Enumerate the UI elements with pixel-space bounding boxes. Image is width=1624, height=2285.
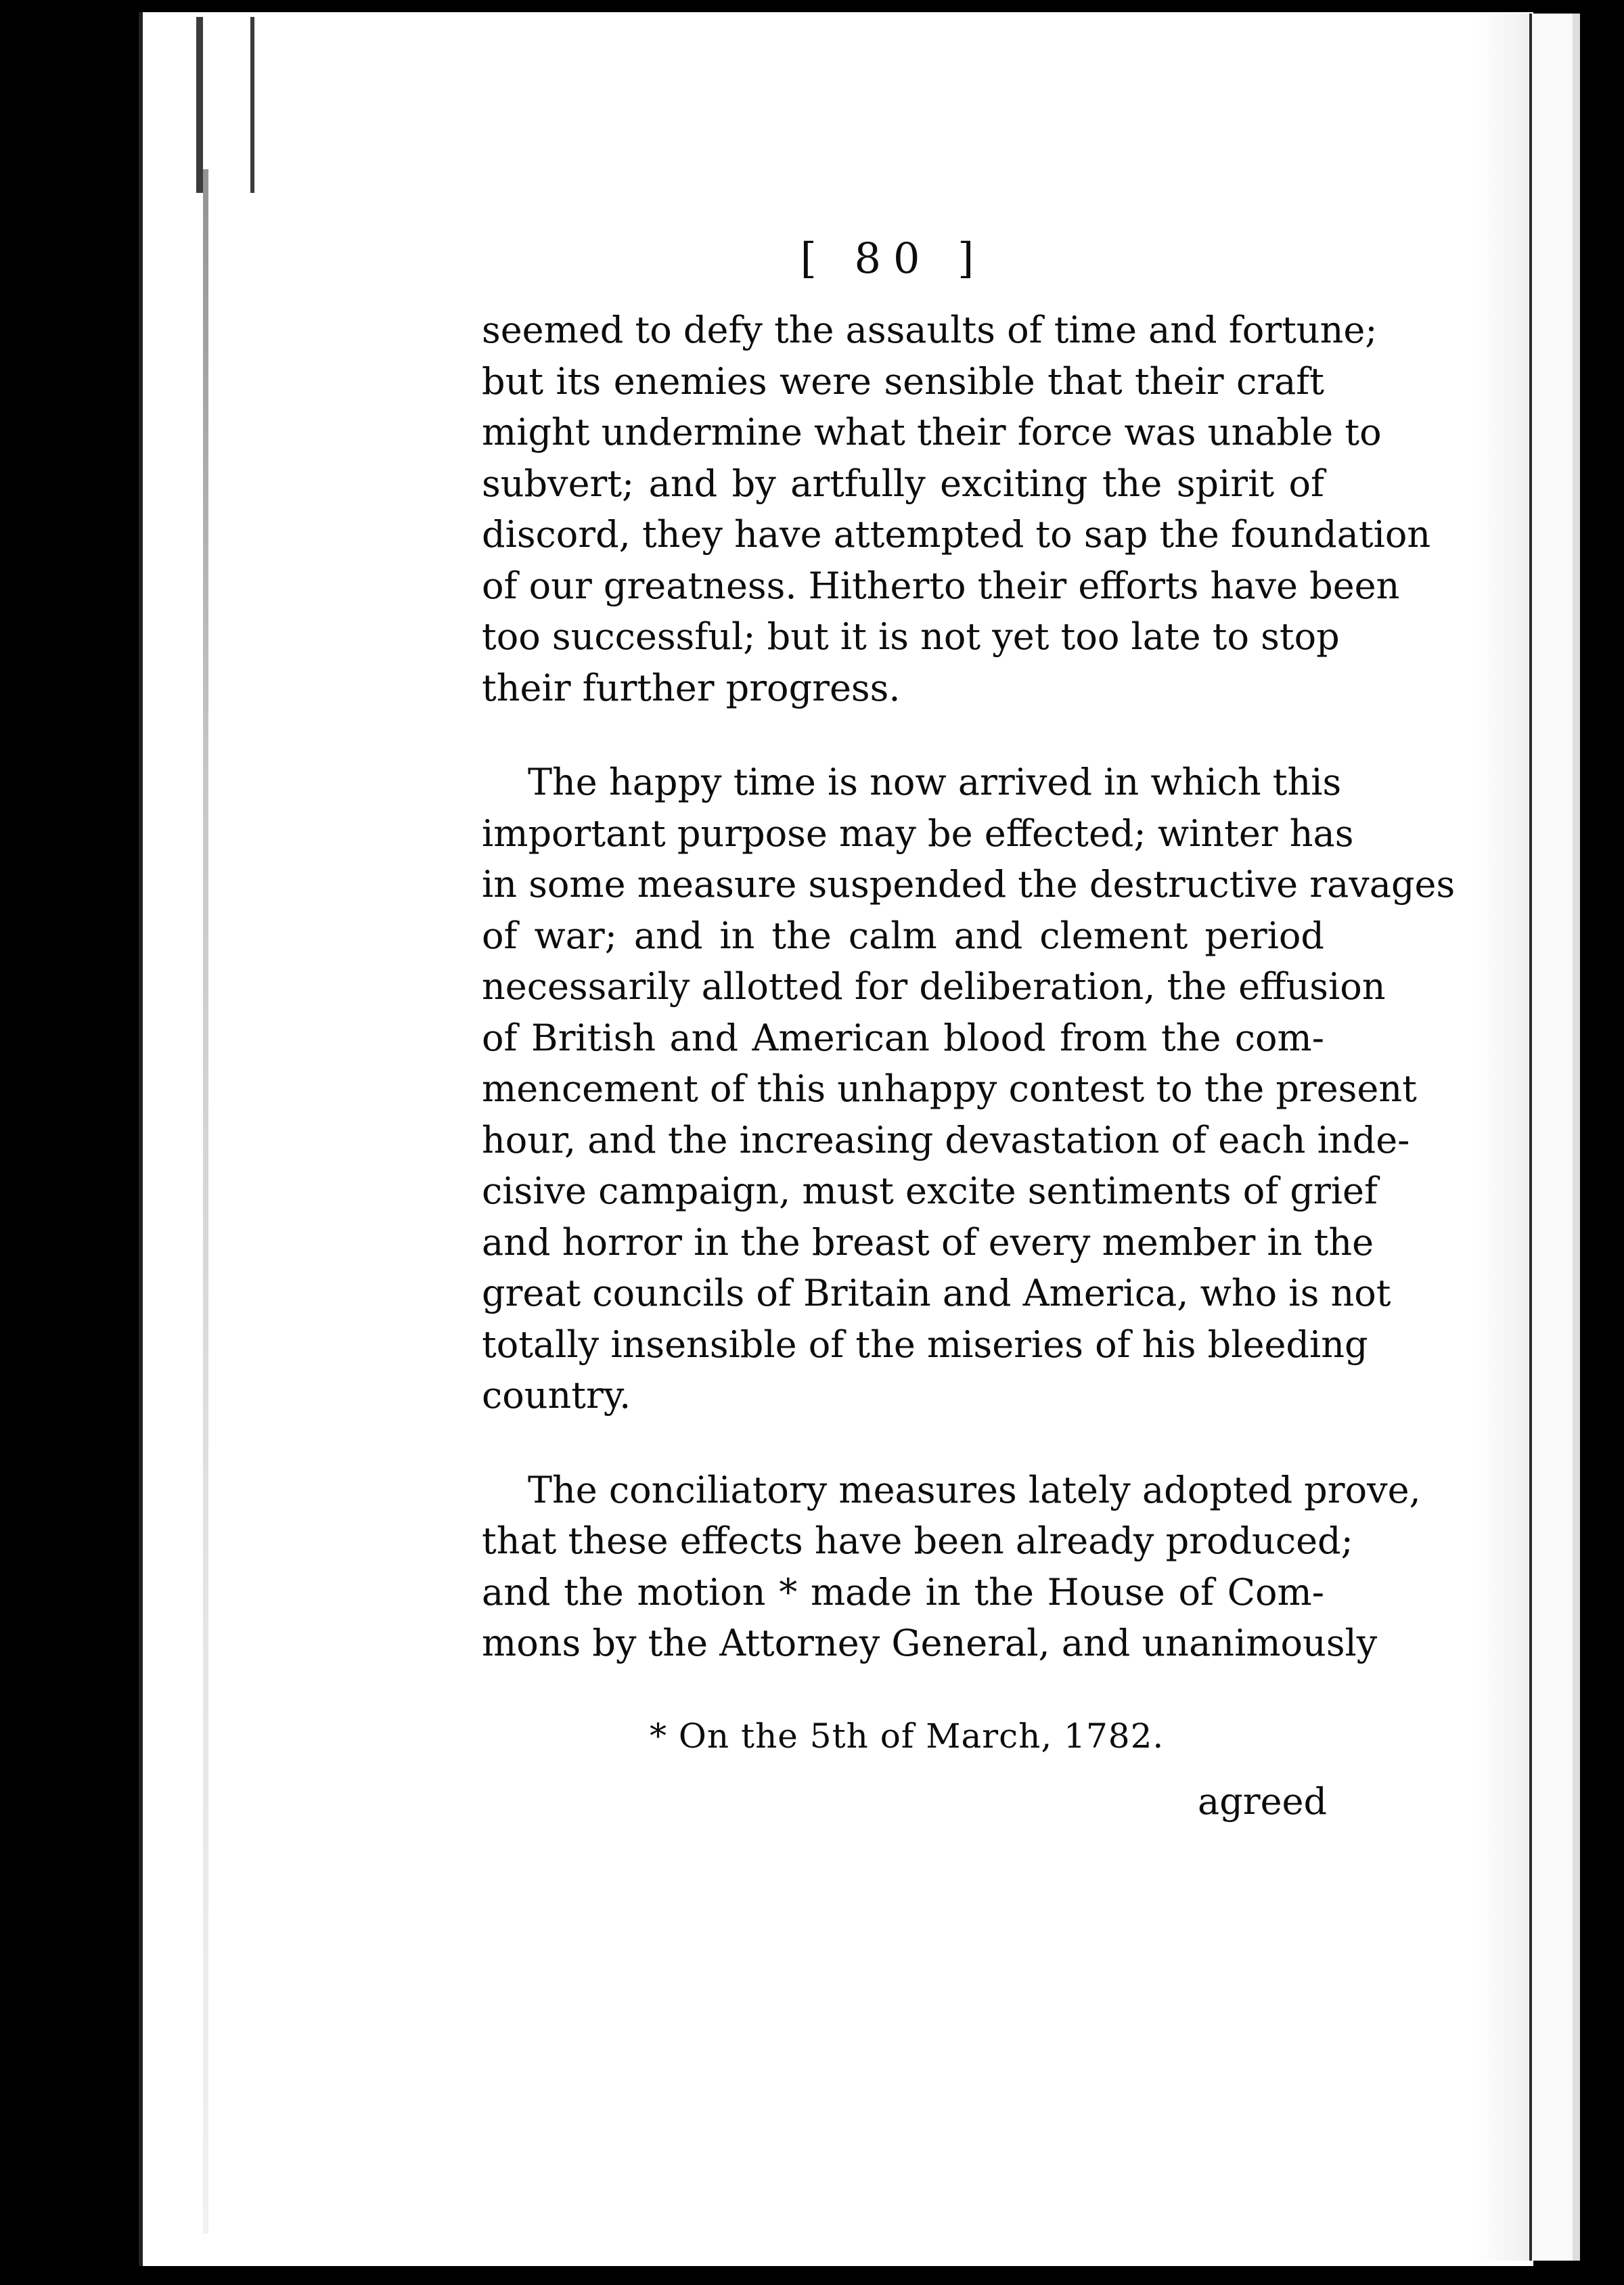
text-line: mencement of this unhappy contest to the present <box>482 1067 1417 1110</box>
binding-edge <box>196 17 254 193</box>
text-line: The happy time is now arrived in which this <box>528 761 1342 803</box>
text-line: and the motion * made in the House of Com- <box>482 1570 1324 1614</box>
text-line: great councils of Britain and America, who is not <box>482 1272 1391 1314</box>
footnote: * On the 5th of March, 1782. <box>650 1716 1165 1756</box>
text-line: seemed to defy the assaults of time and fortune; <box>482 309 1378 351</box>
text-line: too successful; but it is not yet too late to stop <box>482 615 1340 658</box>
text-line: and horror in the breast of every member in the <box>482 1220 1374 1264</box>
text-line: in some measure suspended the destructive ravages <box>482 863 1456 906</box>
text-line: important purpose may be effected; winter has <box>482 812 1354 855</box>
text-line: cisive campaign, must excite sentiments of grief <box>482 1170 1378 1212</box>
text-line: but its enemies were sensible that their craft <box>482 359 1324 403</box>
text-line: hour, and the increasing devastation of each inde- <box>482 1118 1410 1161</box>
page-number: [ 80 ] <box>800 234 987 283</box>
text-line: country. <box>482 1374 631 1417</box>
text-line: that these effects have been already produced; <box>482 1519 1353 1562</box>
text-line: discord, they have attempted to sap the foundation <box>482 513 1431 556</box>
paragraph-2 <box>482 757 1456 1421</box>
text-line: of our greatness. Hitherto their efforts have been <box>482 564 1400 607</box>
text-line: necessarily allotted for deliberation, the effusion <box>482 965 1386 1008</box>
paragraph-1 <box>482 305 1431 713</box>
catchword: agreed <box>1198 1780 1328 1823</box>
text-line: might undermine what their force was unable to <box>482 411 1382 453</box>
gutter-shadow <box>203 169 208 2234</box>
text-line: The conciliatory measures lately adopted prove, <box>528 1468 1421 1511</box>
text-line: totally insensible of the miseries of his bleeding <box>482 1323 1368 1366</box>
text-line: mons by the Attorney General, and unanimously <box>482 1622 1378 1664</box>
paragraph-3 <box>482 1465 1421 1669</box>
text-line: subvert; and by artfully exciting the spirit of <box>482 462 1324 505</box>
text-line: of war; and in the calm and clement period <box>482 914 1324 957</box>
text-line: of British and American blood from the com- <box>482 1016 1324 1059</box>
facing-page-edge <box>1529 14 1573 2261</box>
text-line: their further progress. <box>482 666 901 709</box>
body-text <box>482 217 1456 1712</box>
